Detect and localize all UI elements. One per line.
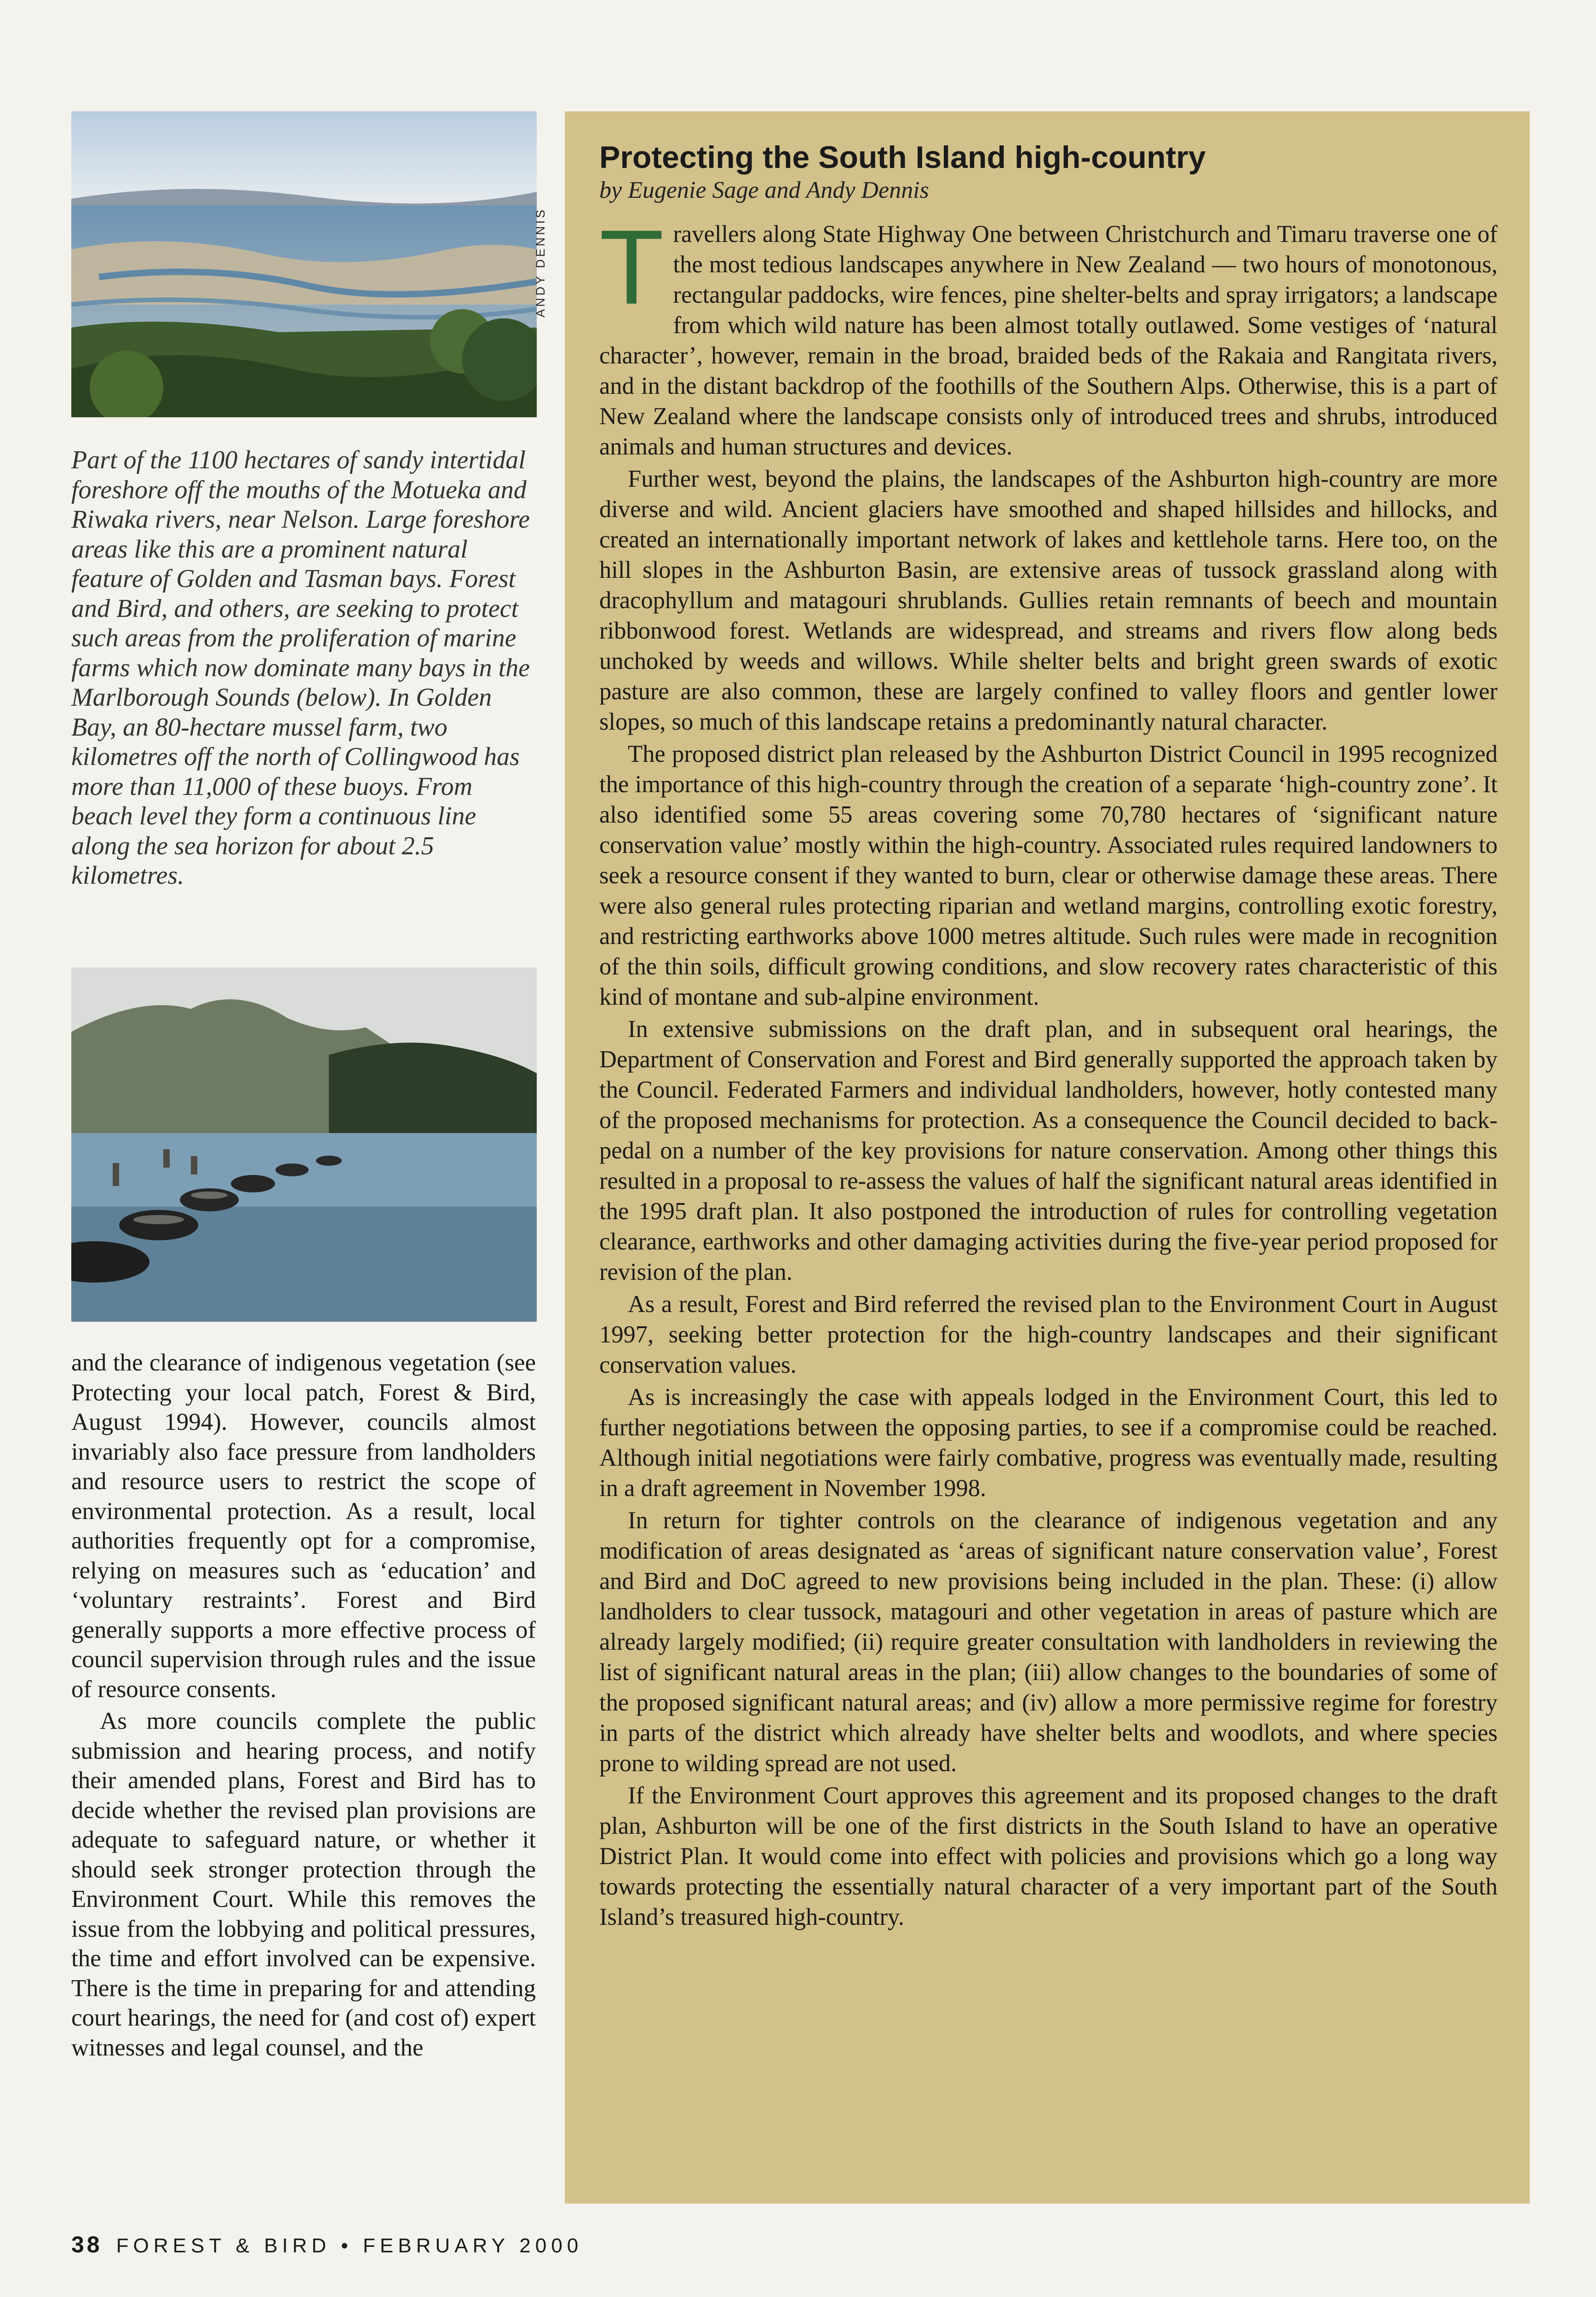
foreshore-photo (71, 111, 537, 417)
drop-cap: T (599, 208, 664, 326)
page-footer (71, 2231, 583, 2258)
left-column-body (71, 1348, 536, 2062)
sidebar-paragraph-2: Further west, beyond the plains, the landscapes of the Ashburton high-country are more diverse and wild. Ancient glaciers have smoothed and shaped hillsides and hillocks, and created an internationally important network of lakes and kettlehole tarns. Here too, on the hill slopes in the Ashburton Basin, are extensive areas of tussock grassland along with dracophyllum and matagouri shrublands. Gullies retain remnants of beech and mountain ribbonwood forest. Wetlands are widespread, and streams and rivers flow along beds unchoked by weeds and willows. While shelter belts and bright green swards of exotic pasture are also common, these are largely confined to valley floors and gentler lower slopes, so much of this landscape retains a predominantly natural character. (599, 466, 1498, 735)
sidebar-paragraph-7: In return for tighter controls on the clearance of indigenous vegetation and any modification of areas designated as ‘areas of significant nature conservation value’, Forest and Bird and DoC agreed to new provisions being included in the plan. These: (i) allow landholders to clear tussock, matagouri and other vegetation in areas of pasture which are already largely modified; (ii) require greater consultation with landholders in reviewing the list of significant natural areas in the plan; (iii) allow changes to the boundaries of some of the proposed significant natural areas; and (iv) allow a more permissive regime for forestry in parts of the district which already have shelter belts and woodlots, and where species prone to wilding spread are not used. (599, 1507, 1498, 1777)
sidebar-paragraph-8: If the Environment Court approves this agreement and its proposed changes to the draft plan, Ashburton will be one of the first districts in the South Island to have an operative District Plan. It would come into effect with policies and provisions which go a long way towards protecting the essentially natural character of a very important part of the South Island’s treasured high-country. (599, 1782, 1498, 1930)
caption-text: Part of the 1100 hectares of sandy intertidal foreshore off the mouths of the Motueka and Riwaka rivers, near Nelson. Large foreshore areas like this are a prominent natural feature of Golden and Tasman bays. Forest and Bird, and others, are seeking to protect such areas from the proliferation of marine farms which now dominate many bays in the Marlborough Sounds (below). In Golden Bay, an 80-hectare mussel farm, two kilometres off the north of Collingwood has more than 11,000 of these buoys. From beach level they form a continuous line along the sea horizon for about 2.5 kilometres. (71, 446, 530, 890)
left-paragraph-1: and the clearance of indigenous vegetation (see Protecting your local patch, Forest & Bird, August 1994). However, councils almost invariably also face pressure from landholders and resource users to restrict the scope of environmental protection. As a result, local authorities frequently opt for a compromise, relying on measures such as ‘education’ and ‘voluntary restraints’. Forest and Bird generally supports a more effective process of council supervision through rules and the issue of resource consents. (71, 1349, 536, 1703)
mussel-farm-photo (71, 967, 537, 1322)
sidebar-body (599, 208, 1498, 1932)
foreshore-photo-graphic (71, 111, 537, 417)
photo-caption (71, 445, 536, 891)
sidebar-paragraph-6: As is increasingly the case with appeals lodged in the Environment Court, this led to further negotiations between the opposing parties, to see if a compromise could be reached. Although initial negotiations were fairly combative, progress was eventually made, resulting in a draft agreement in November 1998. (599, 1384, 1498, 1502)
sidebar-article (565, 111, 1530, 2204)
left-paragraph-2: As more councils complete the public submission and hearing process, and notify their amended plans, Forest and Bird has to decide whether the revised plan provisions are adequate to safeguard nature, or whether it should seek stronger protection through the Environment Court. While this removes the issue from the lobbying and political pressures, the time and effort involved can be expensive. There is the time in preparing for and attending court hearings, the need for (and cost of) expert witnesses and legal counsel, and the (71, 1708, 536, 2061)
sidebar-byline: by Eugenie Sage and Andy Dennis (599, 177, 929, 203)
sidebar-title: Protecting the South Island high-country (599, 140, 1206, 175)
page-number: 38 (71, 2232, 103, 2257)
sidebar-paragraph-4: In extensive submissions on the draft plan, and in subsequent oral hearings, the Department of Conservation and Forest and Bird generally supported the approach taken by the Council. Federated Farmers and individual landholders, however, hotly contested many of the proposed mechanisms for protection. As a consequence the Council decided to back-pedal on a number of the key provisions for nature conservation. Among other things this resulted in a proposal to re-assess the values of half the significant natural areas identified in the 1995 draft plan. It also postponed the introduction of rules for controlling vegetation clearance, earthworks and other damaging activities during the five-year period proposed for revision of the plan. (599, 1016, 1498, 1285)
publication-line: FOREST & BIRD • FEBRUARY 2000 (116, 2234, 583, 2257)
sidebar-paragraph-1-text: ravellers along State Highway One between Christchurch and Timaru traverse one of the most tedious landscapes anywhere in New Zealand — two hours of monotonous, rectangular paddocks, wire fences, pine shelter-belts and spray irrigators; a landscape from which wild nature has been almost totally outlawed. Some vestiges of ‘natural character’, however, remain in the broad, braided beds of the Rakaia and Rangitata rivers, and in the distant backdrop of the foothills of the Southern Alps. Otherwise, this is a part of New Zealand where the landscape consists only of introduced trees and shrubs, introduced animals and human structures and devices. (599, 221, 1498, 460)
sidebar-paragraph-5: As a result, Forest and Bird referred the revised plan to the Environment Court in August 1997, seeking better protection for the high-country landscapes and their significant conservation values. (599, 1291, 1498, 1378)
sidebar-paragraph-1 (599, 208, 1498, 462)
photo-credit: ANDY DENNIS (534, 207, 547, 317)
mussel-farm-photo-graphic (71, 967, 537, 1322)
sidebar-paragraph-3: The proposed district plan released by the Ashburton District Council in 1995 recognized the importance of this high-country through the creation of a separate ‘high-country zone’. It also identified some 55 areas covering some 70,780 hectares of ‘significant nature conservation value’ mostly within the high-country. Associated rules required landowners to seek a resource consent if they wanted to burn, clear or otherwise damage these areas. There were also general rules protecting riparian and wetland margins, controlling exotic forestry, and restricting earthworks above 1000 metres altitude. Such rules were made in recognition of the thin soils, difficult growing conditions, and slow recovery rates characteristic of this kind of montane and sub-alpine environment. (599, 741, 1498, 1010)
